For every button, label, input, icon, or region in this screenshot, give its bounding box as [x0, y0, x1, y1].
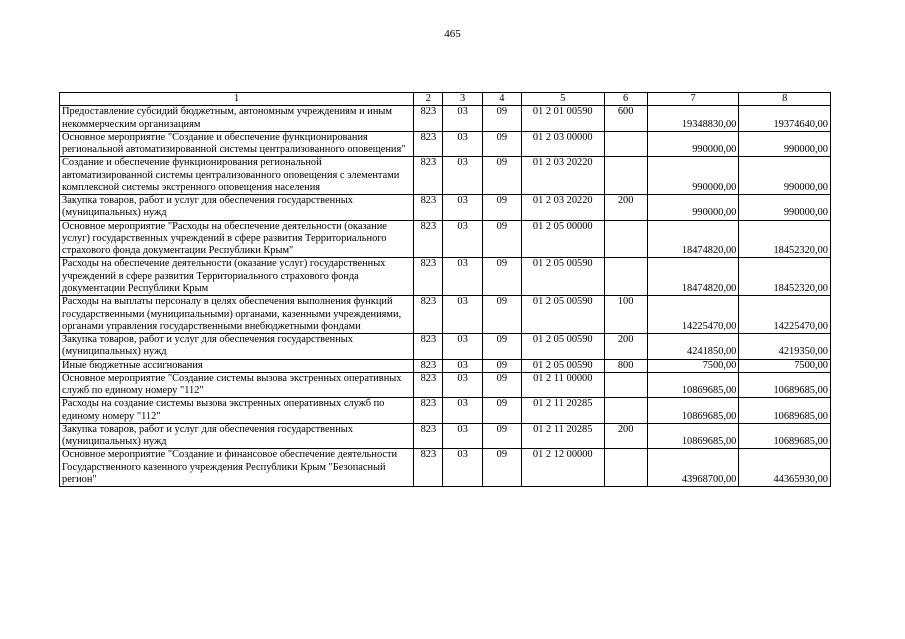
table-body — [60, 93, 831, 487]
row-subsection-cell: 09 — [482, 334, 521, 360]
row-section-cell: 03 — [443, 423, 482, 449]
row-target-article-cell: 01 2 11 20285 — [521, 398, 604, 424]
row-target-article-cell: 01 2 05 00590 — [521, 296, 604, 334]
row-name-cell: Закупка товаров, работ и услуг для обеспечения государственных (муниципальных) нужд — [60, 423, 414, 449]
row-code-cell: 823 — [414, 106, 443, 132]
row-amount-year1-cell: 14225470,00 — [647, 296, 739, 334]
column-header: 4 — [482, 93, 521, 106]
table-row — [60, 195, 831, 221]
row-target-article-cell: 01 2 11 00000 — [521, 372, 604, 398]
row-name-cell: Предоставление субсидий бюджетным, автономным учреждениям и иным некоммерческим организациям — [60, 106, 414, 132]
row-subsection-cell: 09 — [482, 106, 521, 132]
table-row — [60, 334, 831, 360]
row-section-cell: 03 — [443, 359, 482, 372]
row-subsection-cell: 09 — [482, 157, 521, 195]
row-code-cell: 823 — [414, 258, 443, 296]
row-target-article-cell: 01 2 05 00000 — [521, 220, 604, 258]
row-amount-year2-cell: 7500,00 — [739, 359, 831, 372]
row-subsection-cell: 09 — [482, 195, 521, 221]
row-name-cell: Создание и обеспечение функционирования региональной автоматизированной системы централизованного оповещения с элементами комплексной системы экстренного оповещения населения — [60, 157, 414, 195]
table-row — [60, 372, 831, 398]
row-subsection-cell: 09 — [482, 449, 521, 487]
column-header: 1 — [60, 93, 414, 106]
row-name-cell: Расходы на создание системы вызова экстренных оперативных служб по единому номеру "112" — [60, 398, 414, 424]
row-amount-year2-cell: 10689685,00 — [739, 423, 831, 449]
row-section-cell: 03 — [443, 157, 482, 195]
table-row — [60, 398, 831, 424]
table-row — [60, 296, 831, 334]
row-amount-year2-cell: 44365930,00 — [739, 449, 831, 487]
row-code-cell: 823 — [414, 195, 443, 221]
row-expense-type-cell: 100 — [604, 296, 647, 334]
row-section-cell: 03 — [443, 258, 482, 296]
row-subsection-cell: 09 — [482, 372, 521, 398]
row-expense-type-cell — [604, 131, 647, 157]
row-subsection-cell: 09 — [482, 131, 521, 157]
row-expense-type-cell: 200 — [604, 195, 647, 221]
row-code-cell: 823 — [414, 334, 443, 360]
row-section-cell: 03 — [443, 131, 482, 157]
row-amount-year2-cell: 10689685,00 — [739, 398, 831, 424]
row-name-cell: Основное мероприятие "Создание системы вызова экстренных оперативных служб по единому номеру "112" — [60, 372, 414, 398]
row-name-cell: Основное мероприятие "Создание и обеспечение функционирования региональной автоматизированной системы централизованного оповещения" — [60, 131, 414, 157]
row-subsection-cell: 09 — [482, 359, 521, 372]
table-row — [60, 449, 831, 487]
table-row — [60, 131, 831, 157]
row-section-cell: 03 — [443, 372, 482, 398]
row-code-cell: 823 — [414, 296, 443, 334]
row-name-cell: Закупка товаров, работ и услуг для обеспечения государственных (муниципальных) нужд — [60, 334, 414, 360]
row-code-cell: 823 — [414, 157, 443, 195]
row-subsection-cell: 09 — [482, 220, 521, 258]
table-header-row — [60, 93, 831, 106]
row-code-cell: 823 — [414, 220, 443, 258]
row-amount-year2-cell: 18452320,00 — [739, 258, 831, 296]
column-header: 2 — [414, 93, 443, 106]
row-section-cell: 03 — [443, 220, 482, 258]
row-amount-year2-cell: 10689685,00 — [739, 372, 831, 398]
row-code-cell: 823 — [414, 131, 443, 157]
row-amount-year2-cell: 4219350,00 — [739, 334, 831, 360]
row-expense-type-cell — [604, 220, 647, 258]
column-header: 3 — [443, 93, 482, 106]
row-code-cell: 823 — [414, 372, 443, 398]
table-row — [60, 423, 831, 449]
row-target-article-cell: 01 2 05 00590 — [521, 359, 604, 372]
row-code-cell: 823 — [414, 359, 443, 372]
row-amount-year1-cell: 10869685,00 — [647, 398, 739, 424]
table-row — [60, 258, 831, 296]
row-amount-year2-cell: 990000,00 — [739, 157, 831, 195]
row-code-cell: 823 — [414, 398, 443, 424]
row-expense-type-cell — [604, 258, 647, 296]
row-section-cell: 03 — [443, 106, 482, 132]
row-amount-year1-cell: 18474820,00 — [647, 220, 739, 258]
row-target-article-cell: 01 2 03 20220 — [521, 195, 604, 221]
row-amount-year1-cell: 43968700,00 — [647, 449, 739, 487]
row-name-cell: Закупка товаров, работ и услуг для обеспечения государственных (муниципальных) нужд — [60, 195, 414, 221]
row-subsection-cell: 09 — [482, 398, 521, 424]
row-expense-type-cell — [604, 449, 647, 487]
row-target-article-cell: 01 2 05 00590 — [521, 258, 604, 296]
table-row — [60, 220, 831, 258]
row-amount-year2-cell: 990000,00 — [739, 195, 831, 221]
row-target-article-cell: 01 2 01 00590 — [521, 106, 604, 132]
row-target-article-cell: 01 2 12 00000 — [521, 449, 604, 487]
row-target-article-cell: 01 2 03 20220 — [521, 157, 604, 195]
row-amount-year2-cell: 19374640,00 — [739, 106, 831, 132]
row-expense-type-cell — [604, 372, 647, 398]
row-expense-type-cell: 800 — [604, 359, 647, 372]
column-header: 5 — [521, 93, 604, 106]
row-section-cell: 03 — [443, 195, 482, 221]
row-amount-year2-cell: 14225470,00 — [739, 296, 831, 334]
row-amount-year1-cell: 18474820,00 — [647, 258, 739, 296]
row-amount-year2-cell: 990000,00 — [739, 131, 831, 157]
row-expense-type-cell — [604, 398, 647, 424]
budget-table — [59, 92, 831, 487]
row-expense-type-cell — [604, 157, 647, 195]
table-row — [60, 359, 831, 372]
row-name-cell: Расходы на обеспечение деятельности (оказание услуг) государственных учреждений в сфере развития Территориального страхового фонда документации Республики Крым — [60, 258, 414, 296]
row-code-cell: 823 — [414, 449, 443, 487]
column-header: 8 — [739, 93, 831, 106]
row-name-cell: Основное мероприятие "Расходы на обеспечение деятельности (оказание услуг) государственных учреждений в сфере развития Территориального страхового фонда документации Республики Крым" — [60, 220, 414, 258]
row-subsection-cell: 09 — [482, 258, 521, 296]
row-amount-year1-cell: 7500,00 — [647, 359, 739, 372]
table-row — [60, 157, 831, 195]
row-amount-year1-cell: 990000,00 — [647, 195, 739, 221]
row-subsection-cell: 09 — [482, 423, 521, 449]
row-expense-type-cell: 200 — [604, 423, 647, 449]
row-amount-year1-cell: 10869685,00 — [647, 423, 739, 449]
column-header: 6 — [604, 93, 647, 106]
row-code-cell: 823 — [414, 423, 443, 449]
row-amount-year2-cell: 18452320,00 — [739, 220, 831, 258]
row-subsection-cell: 09 — [482, 296, 521, 334]
row-amount-year1-cell: 19348830,00 — [647, 106, 739, 132]
row-amount-year1-cell: 10869685,00 — [647, 372, 739, 398]
row-amount-year1-cell: 4241850,00 — [647, 334, 739, 360]
row-target-article-cell: 01 2 11 20285 — [521, 423, 604, 449]
row-target-article-cell: 01 2 03 00000 — [521, 131, 604, 157]
page-number: 465 — [444, 28, 461, 40]
row-name-cell: Расходы на выплаты персоналу в целях обеспечения выполнения функций государственными (муниципальными) органами, казенными учреждениями, органами управления государственными внебюджетными фондами — [60, 296, 414, 334]
column-header: 7 — [647, 93, 739, 106]
row-target-article-cell: 01 2 05 00590 — [521, 334, 604, 360]
row-amount-year1-cell: 990000,00 — [647, 131, 739, 157]
row-amount-year1-cell: 990000,00 — [647, 157, 739, 195]
row-expense-type-cell: 600 — [604, 106, 647, 132]
row-section-cell: 03 — [443, 296, 482, 334]
row-expense-type-cell: 200 — [604, 334, 647, 360]
row-name-cell: Иные бюджетные ассигнования — [60, 359, 414, 372]
row-section-cell: 03 — [443, 334, 482, 360]
row-section-cell: 03 — [443, 398, 482, 424]
table-row — [60, 106, 831, 132]
row-section-cell: 03 — [443, 449, 482, 487]
row-name-cell: Основное мероприятие "Создание и финансовое обеспечение деятельности Государственного казенного учреждения Республики Крым "Безопасный регион" — [60, 449, 414, 487]
